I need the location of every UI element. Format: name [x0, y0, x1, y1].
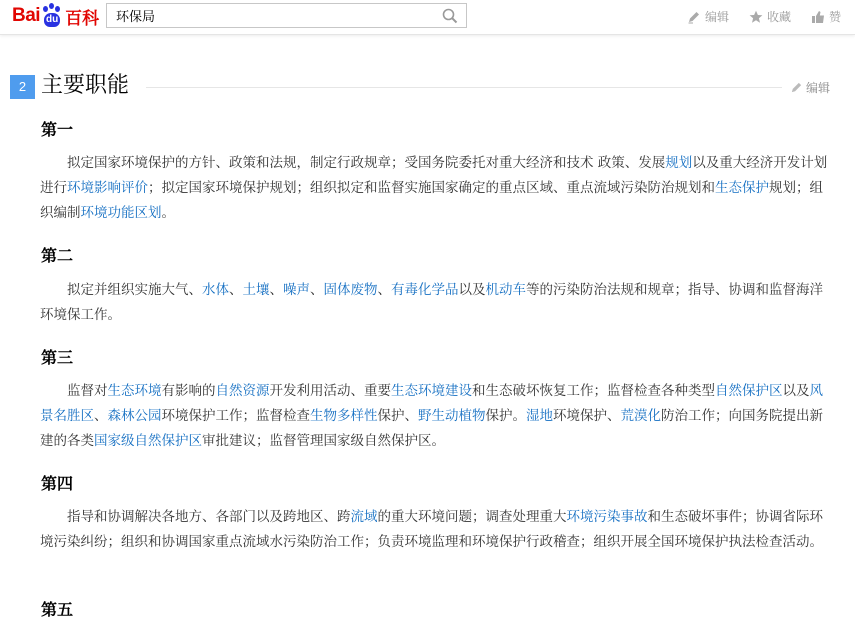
paragraph-text: 、: [310, 282, 324, 298]
edit-label: 编辑: [704, 10, 729, 24]
inline-link[interactable]: 固体废物: [323, 282, 378, 298]
like-label: 赞: [828, 10, 841, 24]
paw-icon: [41, 3, 63, 29]
top-bar: [0, 0, 855, 35]
paragraph-text: 、: [269, 282, 283, 298]
paragraph-text: 规划；组织编制: [40, 180, 823, 221]
paragraph-text: 和生态破坏事件；协调省际环境污染纠纷；组织和协调国家重点流域水污染防治工作；负责环境监理和环境保护行政稽查；组织开展全国环境保护执法检查活动。: [40, 509, 823, 550]
pencil-icon: [687, 10, 701, 24]
inline-link[interactable]: 流域: [350, 509, 378, 525]
baidu-baike-logo[interactable]: [12, 2, 99, 30]
paragraph-text: 以及重大经济开发计划进行: [40, 155, 828, 196]
section-title: 主要职能: [41, 73, 130, 98]
paragraph-text: 。: [161, 205, 175, 221]
paragraph-text: 防治工作；向国务院提出新建的各类: [40, 408, 823, 449]
inline-link[interactable]: 荒漠化: [620, 408, 661, 424]
search-input[interactable]: [107, 4, 427, 27]
inline-link[interactable]: 噪声: [283, 282, 310, 298]
search-icon[interactable]: [442, 8, 458, 24]
inline-link[interactable]: 规划: [665, 155, 693, 171]
header-actions: [687, 8, 841, 25]
para-title-3: 第三: [41, 348, 74, 367]
section-edit-label: 编辑: [805, 81, 830, 95]
inline-link[interactable]: 土壤: [242, 282, 270, 298]
section-divider: [146, 87, 782, 88]
inline-link[interactable]: 湿地: [526, 408, 553, 424]
paragraph-text: 有影响的: [161, 383, 216, 399]
paragraph-text: 审批建议；监督管理国家级自然保护区。: [202, 433, 445, 449]
logo-baike-text: 百科: [65, 8, 100, 28]
paragraph-text: 拟定并组织实施大气、: [67, 282, 202, 298]
paragraph-text: 、: [229, 282, 243, 298]
inline-link[interactable]: 野生动植物: [418, 408, 486, 424]
logo-bai-text: Bai: [12, 5, 41, 26]
star-icon: [749, 10, 763, 24]
paragraph-text: 、: [377, 282, 391, 298]
para-title-4: 第四: [41, 474, 74, 493]
inline-link[interactable]: 环境污染事故: [566, 509, 648, 525]
pencil-icon: [790, 81, 803, 94]
para-body-2: [40, 278, 830, 328]
paragraph-text: 以及: [458, 282, 486, 298]
inline-link[interactable]: 水体: [202, 282, 229, 298]
section-header: [10, 74, 830, 100]
paragraph-text: 环境保护、: [553, 408, 621, 424]
edit-button[interactable]: [687, 8, 729, 25]
inline-link[interactable]: 生物多样性: [310, 408, 378, 424]
inline-link[interactable]: 机动车: [485, 282, 526, 298]
paragraph-text: 和生态破坏恢复工作；监督检查各种类型: [472, 383, 715, 399]
para-body-1: [40, 151, 830, 226]
inline-link[interactable]: 环境影响评价: [67, 180, 148, 196]
like-button[interactable]: [811, 8, 841, 25]
inline-link[interactable]: 生态环境: [107, 383, 162, 399]
thumbs-up-icon: [811, 10, 825, 24]
paragraph-text: 监督对: [67, 383, 108, 399]
inline-link[interactable]: 环境功能区划: [80, 205, 162, 221]
paragraph-text: 等的污染防治法规和规章；指导、协调和监督海洋环境保工作。: [40, 282, 823, 323]
para-title-1: 第一: [41, 120, 74, 139]
search-box: [106, 3, 467, 28]
paragraph-text: 拟定国家环境保护的方针、政策和法规，制定行政规章；受国务院委托对重大经济和技术 政策、发展: [67, 155, 666, 171]
paragraph-text: 、: [94, 408, 108, 424]
inline-link[interactable]: 生态保护: [715, 180, 769, 196]
inline-link[interactable]: 自然资源: [215, 383, 270, 399]
para-title-2: 第二: [41, 246, 74, 265]
inline-link[interactable]: 森林公园: [107, 408, 162, 424]
para-body-4: [40, 505, 830, 555]
section-edit-button[interactable]: [790, 79, 830, 96]
para-title-5: 第五: [41, 600, 74, 619]
logo-du-text: du: [45, 14, 59, 25]
paragraph-text: 以及: [782, 383, 810, 399]
inline-link[interactable]: 国家级自然保护区: [94, 433, 202, 449]
paragraph-text: 环境保护工作；监督检查: [161, 408, 310, 424]
section-number: 2: [10, 75, 35, 99]
inline-link[interactable]: 生态环境建设: [391, 383, 472, 399]
paragraph-text: ；拟定国家环境保护规划；组织拟定和监督实施国家确定的重点区域、重点流域污染防治规划和: [148, 180, 715, 196]
paragraph-text: 指导和协调解决各地方、各部门以及跨地区、跨: [67, 509, 351, 525]
inline-link[interactable]: 风景名胜区: [40, 383, 823, 424]
paragraph-text: 保护、: [377, 408, 418, 424]
paragraph-text: 保护。: [485, 408, 526, 424]
para-body-3: [40, 379, 830, 454]
inline-link[interactable]: 自然保护区: [715, 383, 783, 399]
inline-link[interactable]: 有毒化学品: [391, 282, 459, 298]
favorite-label: 收藏: [766, 10, 791, 24]
paragraph-text: 的重大环境问题；调查处理重大: [377, 509, 567, 525]
favorite-button[interactable]: [749, 8, 791, 25]
paragraph-text: 开发利用活动、重要: [269, 383, 391, 399]
